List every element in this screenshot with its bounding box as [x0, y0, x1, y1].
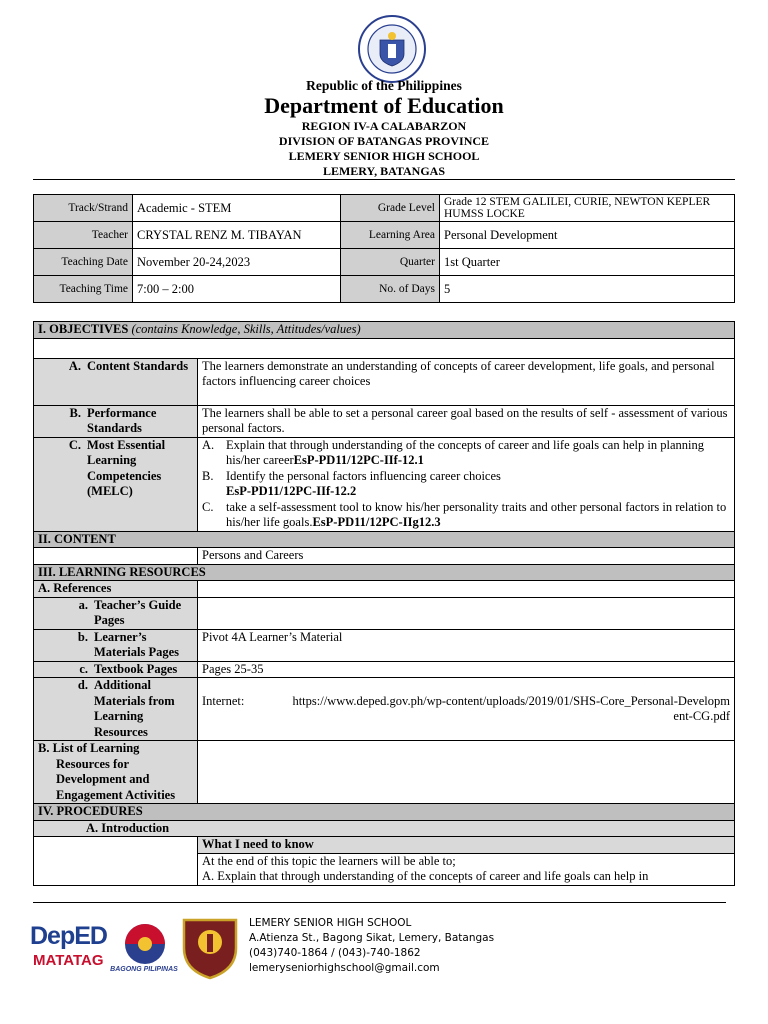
teacher-value: CRYSTAL RENZ M. TIBAYAN: [133, 222, 341, 249]
references-row: [34, 581, 735, 598]
region-text: REGION IV-A CALABARZON: [301, 119, 467, 133]
footer-phone: (043)740-1864 / (043)-740-1862: [249, 947, 421, 959]
teachers-guide-row: [34, 597, 735, 629]
location-text: LEMERY, BATANGAS: [322, 164, 446, 178]
additional-materials-value: [198, 678, 735, 741]
content-row: [34, 548, 735, 565]
grade-value: Grade 12 STEM GALILEI, CURIE, NEWTON KEPLER HUMSS LOCKE: [440, 195, 735, 222]
lesson-info-table: [33, 194, 735, 303]
performance-standards-label: B. Performance Standards: [69, 405, 157, 435]
list-item: A. Explain that through understanding of the concepts of career and life goals can help in planning his/her careerEsP-PD11/12PC-IIf-12.1: [202, 437, 704, 467]
time-label: Teaching Time: [34, 276, 133, 303]
textbook-label: c. Textbook Pages: [79, 661, 178, 676]
list-item: C. take a self-assessment tool to know his/her personality traits and other personal factors in relation to his/her life goals.EsP-PD11/12PC-IIg12.3: [202, 499, 727, 529]
table-row: [34, 276, 735, 303]
deped-seal-logo: [353, 14, 431, 84]
melc-label: C. Most Essential Learning Competencies (MELC): [68, 437, 166, 498]
learners-materials-value: Pivot 4A Learner’s Material: [198, 629, 735, 661]
references-label: A. References: [34, 581, 198, 598]
days-value: 5: [440, 276, 735, 303]
content-standards-label: A. Content Standards: [68, 358, 189, 373]
melc-row: [34, 437, 735, 531]
performance-standards-row: [34, 405, 735, 437]
footer-address: A.Atienza St., Bagong Sikat, Lemery, Batangas: [249, 932, 495, 944]
time-value: 7:00 – 2:00: [133, 276, 341, 303]
procedures-header-row: [34, 804, 735, 821]
school-text: LEMERY SENIOR HIGH SCHOOL: [288, 149, 480, 163]
additional-materials-label: d. Additional Materials from Learning Resources: [77, 678, 175, 739]
header-lines: [0, 119, 768, 179]
grade-label: Grade Level: [341, 195, 440, 222]
content-title: II. CONTENT: [34, 531, 735, 548]
resources-header-row: [34, 564, 735, 581]
textbook-row: [34, 661, 735, 678]
introduction-row: [34, 820, 735, 837]
introduction-label: A. Introduction: [34, 820, 735, 837]
teachers-guide-label: a. Teacher’s Guide Pages: [78, 597, 182, 627]
footer-email: lemeryseniorhighschool@gmail.com: [249, 962, 440, 974]
footer-divider: [33, 902, 726, 903]
content-standards-text: The learners demonstrate an understanding of concepts of career development, life goals, and personal factors influencing career choices: [198, 358, 735, 405]
table-row: [34, 249, 735, 276]
quarter-label: Quarter: [341, 249, 440, 276]
division-text: DIVISION OF BATANGAS PROVINCE: [278, 134, 490, 148]
area-label: Learning Area: [341, 222, 440, 249]
track-label: Track/Strand: [34, 195, 133, 222]
need-to-know-row: [34, 837, 735, 854]
additional-materials-row: [34, 678, 735, 741]
track-value: Academic - STEM: [133, 195, 341, 222]
resources-title: III. LEARNING RESOURCES: [34, 564, 735, 581]
teachers-guide-value: [198, 597, 735, 629]
content-header-row: [34, 531, 735, 548]
header-divider: [33, 179, 735, 180]
table-row: [34, 222, 735, 249]
objectives-title: I. OBJECTIVES (contains Knowledge, Skills, Attitudes/values): [34, 322, 735, 339]
date-label: Teaching Date: [34, 249, 133, 276]
republic-text: Republic of the Philippines: [306, 78, 462, 93]
department-title: Department of Education: [264, 93, 504, 118]
melc-list: [198, 437, 735, 531]
date-value: November 20-24,2023: [133, 249, 341, 276]
content-standards-row: [34, 358, 735, 405]
procedures-title: IV. PROCEDURES: [34, 804, 735, 821]
learners-materials-row: [34, 629, 735, 661]
need-to-know-title: What I need to know: [198, 837, 735, 854]
objectives-header-row: [34, 322, 735, 339]
need-to-know-text: At the end of this topic the learners will be able to; A. Explain that through understanding of the concepts of career and life goals can help in: [198, 853, 735, 885]
deped-logo: DepED: [30, 922, 107, 950]
curriculum-guide-link[interactable]: https://www.deped.gov.ph/wp-content/uploads/2019/01/SHS-Core_Personal-Development-CG.pdf: [292, 693, 730, 723]
spacer-row: [34, 338, 735, 358]
bagong-pilipinas-text: BAGONG PILIPINAS: [110, 966, 178, 973]
footer-school-name: LEMERY SENIOR HIGH SCHOOL: [249, 917, 412, 929]
learners-materials-label: b. Learner’s Materials Pages: [77, 629, 180, 659]
quarter-value: 1st Quarter: [440, 249, 735, 276]
lesson-plan-table: [33, 321, 735, 886]
days-label: No. of Days: [341, 276, 440, 303]
performance-standards-text: The learners shall be able to set a personal career goal based on the results of self - assessment of various personal factors.: [198, 405, 735, 437]
school-crest-logo: [178, 912, 242, 980]
content-text: Persons and Careers: [198, 548, 735, 565]
list-resources-label: B. List of Learning Resources for Development and Engagement Activities: [38, 741, 176, 802]
list-resources-row: [34, 741, 735, 804]
matatag-logo: MATATAG: [33, 952, 104, 969]
teacher-label: Teacher: [34, 222, 133, 249]
list-item: B. Identify the personal factors influencing career choices EsP-PD11/12PC-IIf-12.2: [202, 468, 501, 498]
table-row: [34, 195, 735, 222]
textbook-value: Pages 25-35: [198, 661, 735, 678]
objectives-note: (contains Knowledge, Skills, Attitudes/values): [131, 322, 361, 336]
internet-prefix: Internet:: [202, 693, 245, 708]
area-value: Personal Development: [440, 222, 735, 249]
